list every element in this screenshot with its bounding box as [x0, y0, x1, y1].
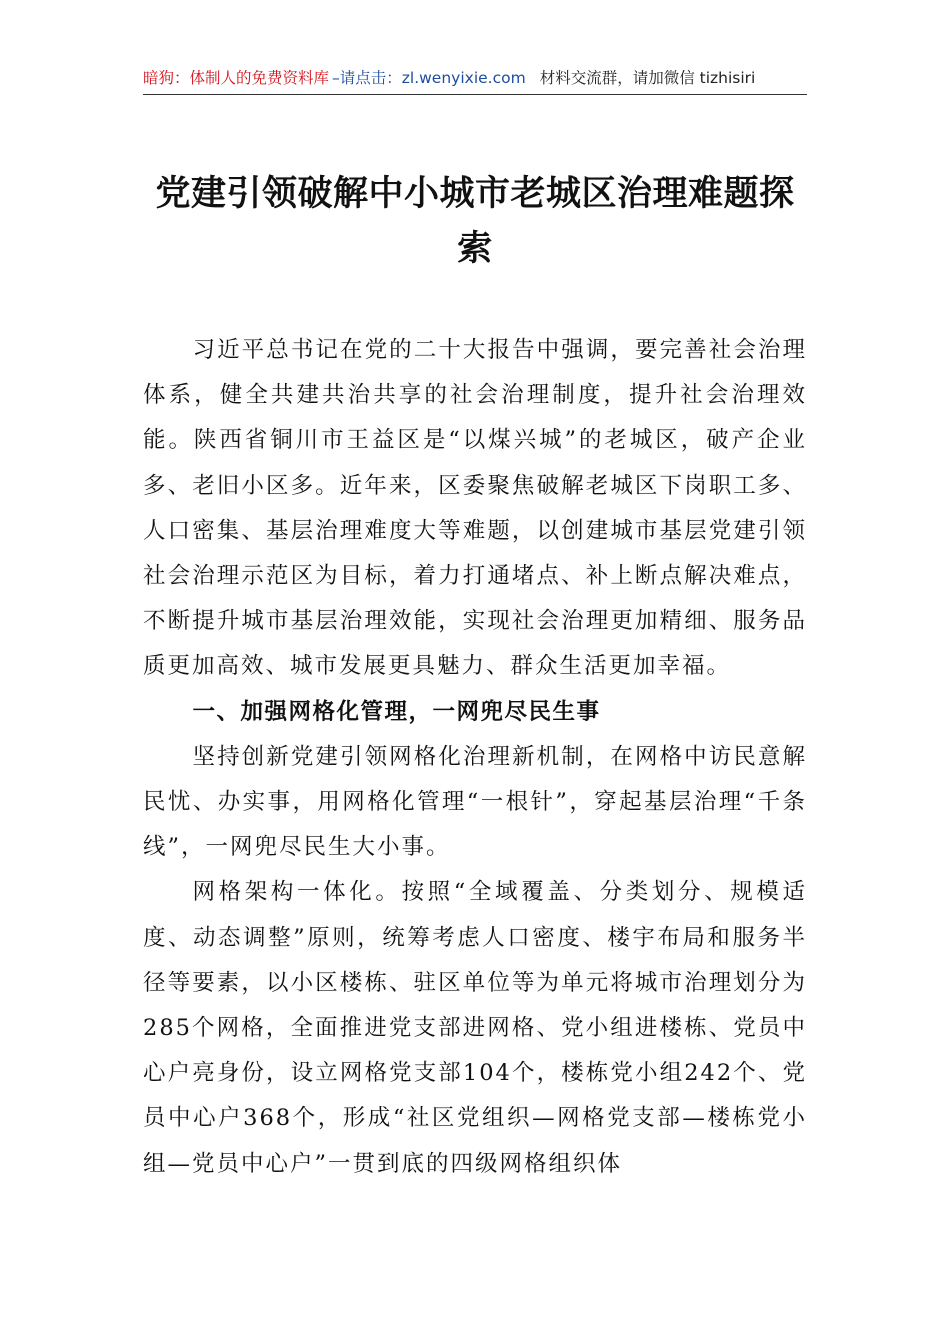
section-body-paragraph: 网格架构一体化。按照“全域覆盖、分类划分、规模适度、动态调整”原则，统筹考虑人口密度、楼宇布局和服务半径等要素，以小区楼栋、驻区单位等为单元将城市治理划分为285个网格，全面推进党支部进网格、党小组进楼栋、党员中心户亮身份，设立网格党支部104个，楼栋党小组242个、党员中心户368个，形成“社区党组织—网格党支部—楼栋党小组—党员中心户”一贯到底的四级网格组织体 [143, 879, 807, 1177]
document-body [143, 328, 807, 1187]
header-site-label: 暗狗：体制人的免费资料库 [143, 69, 330, 87]
section-heading: 一、加强网格化管理，一网兜尽民生事 [192, 698, 601, 725]
header-contact: 材料交流群，请加微信 tizhisiri [539, 69, 756, 87]
intro-paragraph: 习近平总书记在党的二十大报告中强调，要完善社会治理体系，健全共建共治共享的社会治理制度，提升社会治理效能。陕西省铜川市王益区是“以煤兴城”的老城区，破产企业多、老旧小区多。近年来，区委聚焦破解老城区下岗职工多、人口密集、基层治理难度大等难题，以创建城市基层党建引领社会治理示范区为目标，着力打通堵点、补上断点解决难点，不断提升城市基层治理效能，实现社会治理更加精细、服务品质更加高效、城市发展更具魅力、群众生活更加幸福。 [143, 337, 807, 680]
page-header [143, 66, 807, 95]
header-click-link[interactable]: –请点击：zl.wenyixie.com [332, 69, 526, 87]
section-intro-paragraph: 坚持创新党建引领网格化治理新机制，在网格中访民意解民忧、办实事，用网格化管理“一根针”，穿起基层治理“千条线”，一网兜尽民生大小事。 [143, 743, 807, 861]
document-title: 党建引领破解中小城市老城区治理难题探索 [155, 173, 795, 269]
